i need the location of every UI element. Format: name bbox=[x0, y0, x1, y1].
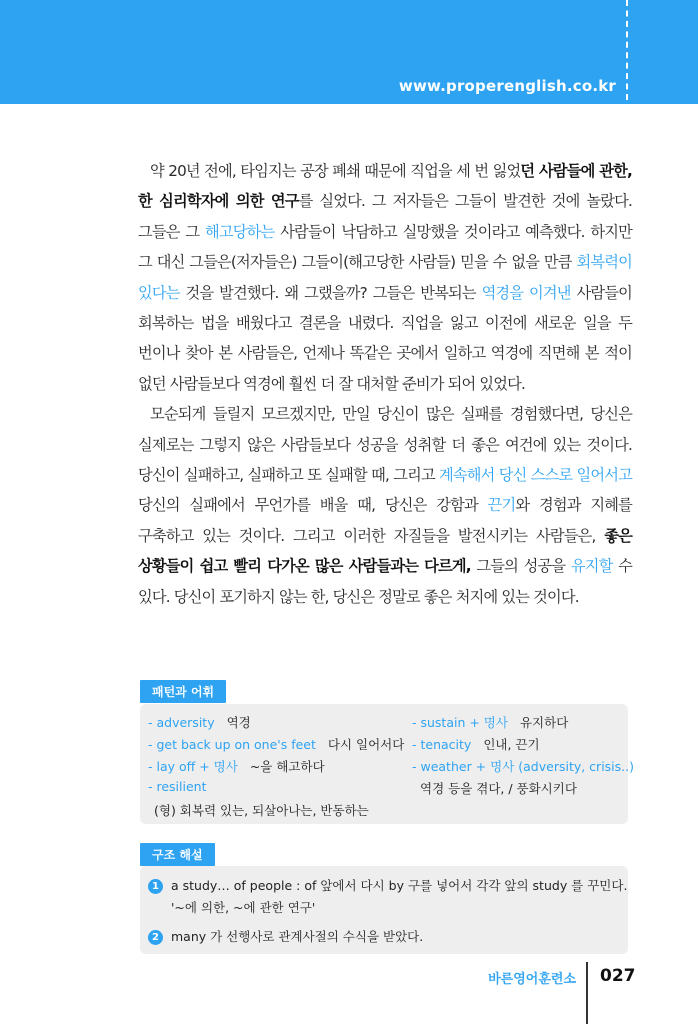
vocab-item: - lay off + 명사 ~을 해고하다 bbox=[148, 759, 325, 774]
vocab-item: - resilient bbox=[148, 779, 207, 794]
structure-item: 2 many 가 선행사로 관계사절의 수식을 받았다. bbox=[148, 927, 423, 945]
page-number: 027 bbox=[600, 966, 636, 986]
passage-paragraph-1 bbox=[138, 156, 632, 399]
structure-box bbox=[140, 866, 628, 954]
text-run: 약 20년 전에, 타임지는 공장 폐쇄 때문에 직업을 세 번 잃었 bbox=[150, 162, 521, 180]
number-1-icon: 1 bbox=[148, 879, 163, 894]
footer-divider bbox=[586, 962, 588, 1024]
vocab-definition: (형) 회복력 있는, 되살아나는, 반동하는 bbox=[154, 803, 369, 818]
highlighted-phrase: 계속해서 당신 스스로 일어서고 bbox=[439, 466, 632, 485]
text-run: 사람들이 낙담하고 실망했을 것이라고 예측했다. 하지만 그 대신 그들은(저자들은) 그들이(해고당한 사람들) 믿을 수 없을 만큼 bbox=[138, 222, 632, 272]
text-run: 것을 발견했다. 왜 그랬을까? 그들은 반복되는 bbox=[179, 283, 482, 302]
site-url[interactable]: www.properenglish.co.kr bbox=[398, 77, 616, 95]
vocab-tag: 패턴과 어휘 bbox=[140, 680, 226, 703]
vocab-item: - weather + 명사 (adversity, crisis..) bbox=[412, 759, 634, 774]
book-title: 바른영어훈련소 bbox=[488, 972, 576, 987]
structure-item: 1 a study… of people : of 앞에서 다시 by 구를 넣어서 각각 앞의 study 를 꾸민다. bbox=[148, 876, 627, 894]
number-2-icon: 2 bbox=[148, 930, 163, 945]
text-run: 를 실었다. 그 저자들은 그들이 발견한 것에 놀랐다. 그들은 그 bbox=[138, 192, 632, 241]
vocab-item: - adversity 역경 bbox=[148, 715, 251, 730]
passage bbox=[138, 156, 632, 612]
text-run: 모순되게 들릴지 모르겠지만, 만일 당신이 많은 실패를 경험했다면, 당신은 실제로는 그렇지 않은 사람들보다 성공을 성취할 더 좋은 여건에 있는 것이다. 당신이 실패하고, 실패하고 또 실패할 때, 그리고 bbox=[138, 405, 632, 485]
vocab-box bbox=[140, 704, 634, 824]
highlighted-phrase: 유지할 bbox=[570, 557, 613, 576]
passage-paragraph-2 bbox=[138, 399, 632, 612]
highlighted-phrase: 회복력이 있다는 bbox=[138, 253, 632, 302]
text-run: 와 경험과 지혜를 구축하고 있는 것이다. 그리고 이러한 자질들을 발전시키는 사람들은, bbox=[138, 496, 632, 545]
bold-phrase: 던 사람들에 관한, 한 심리학자에 의한 연구 bbox=[138, 162, 632, 211]
vocab-definition: 역경 등을 겪다, / 풍화시키다 bbox=[420, 781, 577, 796]
dashed-divider bbox=[626, 0, 628, 100]
vocab-item: - get back up on one's feet 다시 일어서다 bbox=[148, 737, 405, 752]
vocab-item: - sustain + 명사 유지하다 bbox=[412, 715, 569, 730]
text-run: 당신의 실패에서 무언가를 배울 때, 당신은 강함과 bbox=[138, 496, 488, 515]
text-run: 수 있다. 당신이 포기하지 않는 한, 당신은 정말로 좋은 처지에 있는 것이다. bbox=[138, 557, 632, 606]
text-run: 사람들이 회복하는 법을 배웠다고 결론을 내렸다. 직업을 잃고 이전에 새로운 일을 두 번이나 찾아 본 사람들은, 언제나 똑같은 곳에서 일하고 역경에 직면해 본 적이 없던 사람들보다 역경에 훨씬 더 잘 대처할 준비가 되어 있었다. bbox=[138, 283, 632, 393]
bold-phrase: 좋은 상황들이 쉽고 빨리 다가온 많은 사람들과는 다르게, bbox=[138, 526, 632, 576]
text-run: 그들의 성공을 bbox=[470, 557, 571, 576]
highlighted-phrase: 끈기 bbox=[487, 496, 516, 515]
structure-tag: 구조 해설 bbox=[140, 843, 215, 866]
highlighted-phrase: 해고당하는 bbox=[205, 222, 275, 241]
vocab-item: - tenacity 인내, 끈기 bbox=[412, 737, 540, 752]
structure-item-note: '~에 의한, ~에 관한 연구' bbox=[171, 900, 316, 915]
highlighted-phrase: 역경을 이겨낸 bbox=[481, 283, 571, 302]
